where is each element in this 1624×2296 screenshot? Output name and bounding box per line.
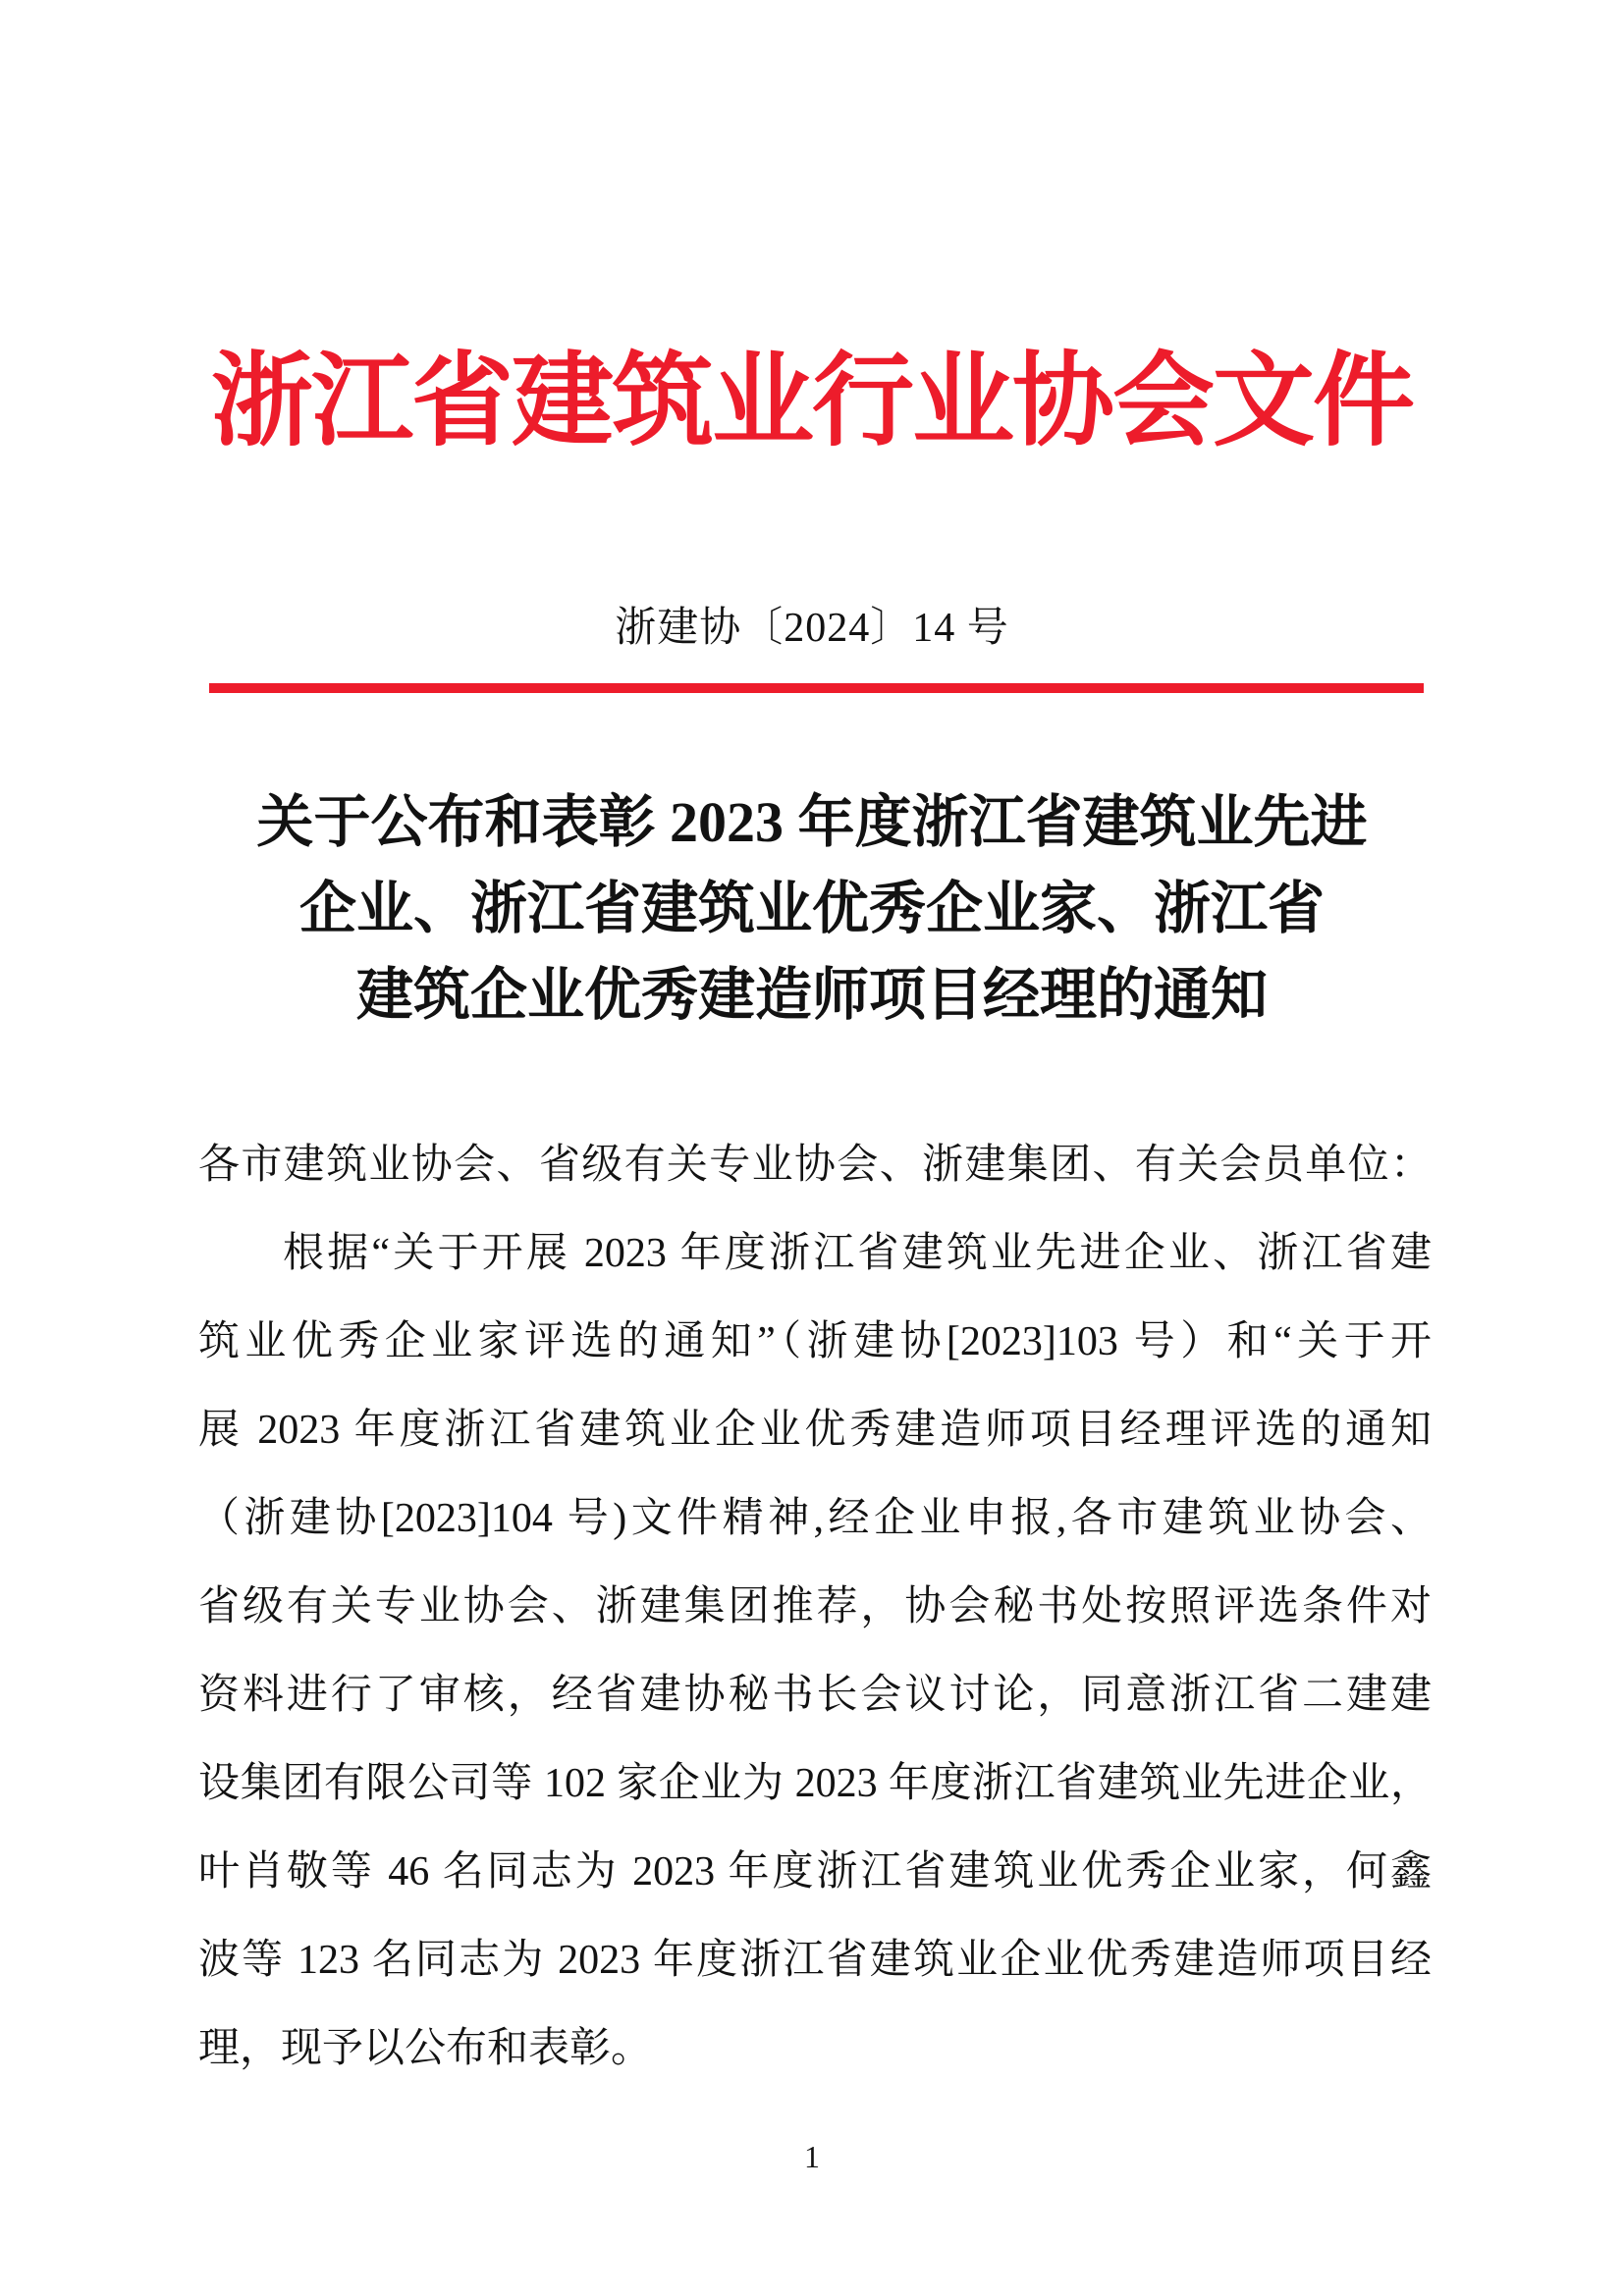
letterhead-title: 浙江省建筑业行业协会文件: [210, 346, 1413, 458]
body-line: 各市建筑业协会、省级有关专业协会、浙建集团、有关会员单位：: [198, 1143, 1432, 1188]
notice-title: [198, 779, 1426, 1039]
notice-title-line: 企业、浙江省建筑业优秀企业家、浙江省: [298, 877, 1325, 940]
document-number: 浙建协〔2024〕14 号: [615, 606, 1009, 651]
body-line: 设集团有限公司等 102 家企业为 2023 年度浙江省建筑业先进企业，: [198, 1761, 1432, 1806]
body-line: 叶肖敬等 46 名同志为 2023 年度浙江省建筑业优秀企业家，何鑫: [198, 1849, 1432, 1895]
notice-title-line: 建筑企业优秀建造师项目经理的通知: [355, 963, 1268, 1027]
notice-title-line: 关于公布和表彰 2023 年度浙江省建筑业先进: [256, 790, 1368, 854]
red-separator-line: [209, 683, 1424, 693]
body-line: 资料进行了审核，经省建协秘书长会议讨论，同意浙江省二建建: [198, 1673, 1432, 1718]
body-text: [198, 1121, 1432, 2093]
page-number: 1: [804, 2139, 820, 2174]
body-line: 波等 123 名同志为 2023 年度浙江省建筑业企业优秀建造师项目经: [198, 1938, 1432, 1983]
body-line: 理，现予以公布和表彰。: [198, 2026, 653, 2071]
body-line: 省级有关专业协会、浙建集团推荐，协会秘书处按照评选条件对: [198, 1584, 1432, 1629]
body-line: 筑业优秀企业家评选的通知”（浙建协[2023]103 号）和“关于开: [198, 1319, 1432, 1364]
body-line: 展 2023 年度浙江省建筑业企业优秀建造师项目经理评选的通知: [198, 1408, 1432, 1453]
body-line: （浙建协[2023]104 号)文件精神,经企业申报,各市建筑业协会、: [198, 1496, 1432, 1541]
body-line: 根据“关于开展 2023 年度浙江省建筑业先进企业、浙江省建: [283, 1231, 1432, 1276]
